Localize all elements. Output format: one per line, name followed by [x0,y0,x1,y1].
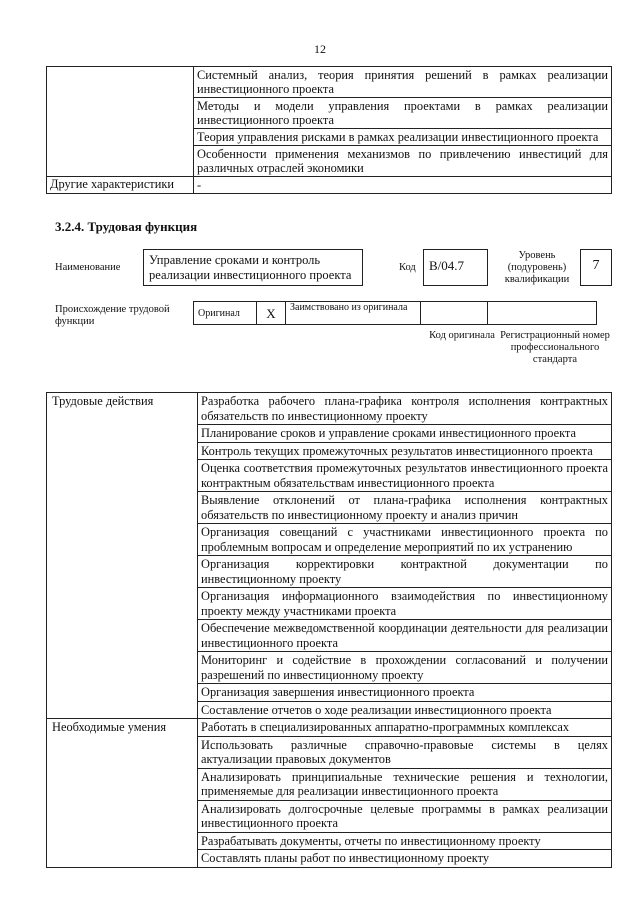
table-cell: Контроль текущих промежуточных результатов инвестиционного проекта [198,442,612,460]
section-title: 3.2.4. Трудовая функция [55,219,198,234]
table-row [47,719,612,737]
original-code-cell [421,302,488,325]
table-cell: Составлять планы работ по инвестиционному проекту [198,850,612,868]
code-caption: Код оригинала [429,330,495,341]
table-cell: Разработка рабочего плана-графика контроля исполнения контрактных обязательств по инвестиционному проекту [198,393,612,425]
table-cell: Организация информационного взаимодействия по инвестиционному проекту между участниками проекта [198,588,612,620]
other-characteristics-label: Другие характеристики [47,177,194,194]
table-cell: Анализировать принципиальные технические решения и технологии, применяемые для реализации инвестиционного проекта [198,768,612,800]
knowledge-table-continuation [46,66,612,194]
table-cell: Методы и модели управления проектами в рамках реализации инвестиционного проекта [194,98,612,129]
labor-actions-label: Трудовые действия [47,393,198,719]
other-characteristics-value: - [194,177,612,194]
name-label: Наименование [55,262,121,273]
table-cell: Теория управления рисками в рамках реализации инвестиционного проекта [194,129,612,146]
level-label: Уровень (подуровень) квалификации [504,250,570,285]
table-cell: Использовать различные справочно-правовые системы в целях актуализации правовых документов [198,736,612,768]
original-label: Оригинал [194,302,257,325]
table-cell: Работать в специализированных аппаратно-программных комплексах [198,719,612,737]
table-cell: Планирование сроков и управление сроками инвестиционного проекта [198,425,612,443]
function-name-box: Управление сроками и контроль реализации инвестиционного проекта [143,249,363,286]
code-label: Код [399,262,416,273]
table-cell: Мониторинг и содействие в прохождении согласований и получении разрешений по инвестиционному проекту [198,652,612,684]
borrowed-label: Заимствовано из оригинала [286,302,421,325]
table-row [47,177,612,194]
table-cell: Составление отчетов о ходе реализации инвестиционного проекта [198,701,612,719]
table-cell: Анализировать долгосрочные целевые программы в рамках реализации инвестиционного проекта [198,800,612,832]
reg-caption: Регистрационный номер профессионального стандарта [500,330,610,365]
table-cell: Выявление отклонений от плана-графика исполнения контрактных обязательств по инвестиционному проекту и анализ причин [198,492,612,524]
origin-table [193,301,597,325]
table-row [194,302,597,325]
table-cell: Обеспечение межведомственной координации деятельности для реализации инвестиционного проекта [198,620,612,652]
table-row [47,393,612,425]
table-cell: Организация совещаний с участниками инвестиционного проекта по проблемным вопросам и определение мероприятий по их устранению [198,524,612,556]
skills-label: Необходимые умения [47,719,198,868]
reg-number-cell [488,302,597,325]
empty-label-cell [47,67,194,177]
table-cell: Организация корректировки контрактной документации по инвестиционному проекту [198,556,612,588]
table-row [47,67,612,98]
table-cell: Разрабатывать документы, отчеты по инвестиционному проекту [198,832,612,850]
origin-label: Происхождение трудовой функции [55,304,170,327]
level-value-box: 7 [580,249,612,286]
labor-function-table [46,392,612,868]
table-cell: Системный анализ, теория принятия решений в рамках реализации инвестиционного проекта [194,67,612,98]
table-cell: Особенности применения механизмов по привлечению инвестиций для различных отраслей экономики [194,146,612,177]
code-value-box: В/04.7 [423,249,488,286]
table-cell: Организация завершения инвестиционного проекта [198,684,612,702]
table-cell: Оценка соответствия промежуточных результатов инвестиционного проекта контрактным обязательствам инвестиционного проекта [198,460,612,492]
original-mark: X [257,302,286,325]
page-number: 12 [314,42,326,56]
